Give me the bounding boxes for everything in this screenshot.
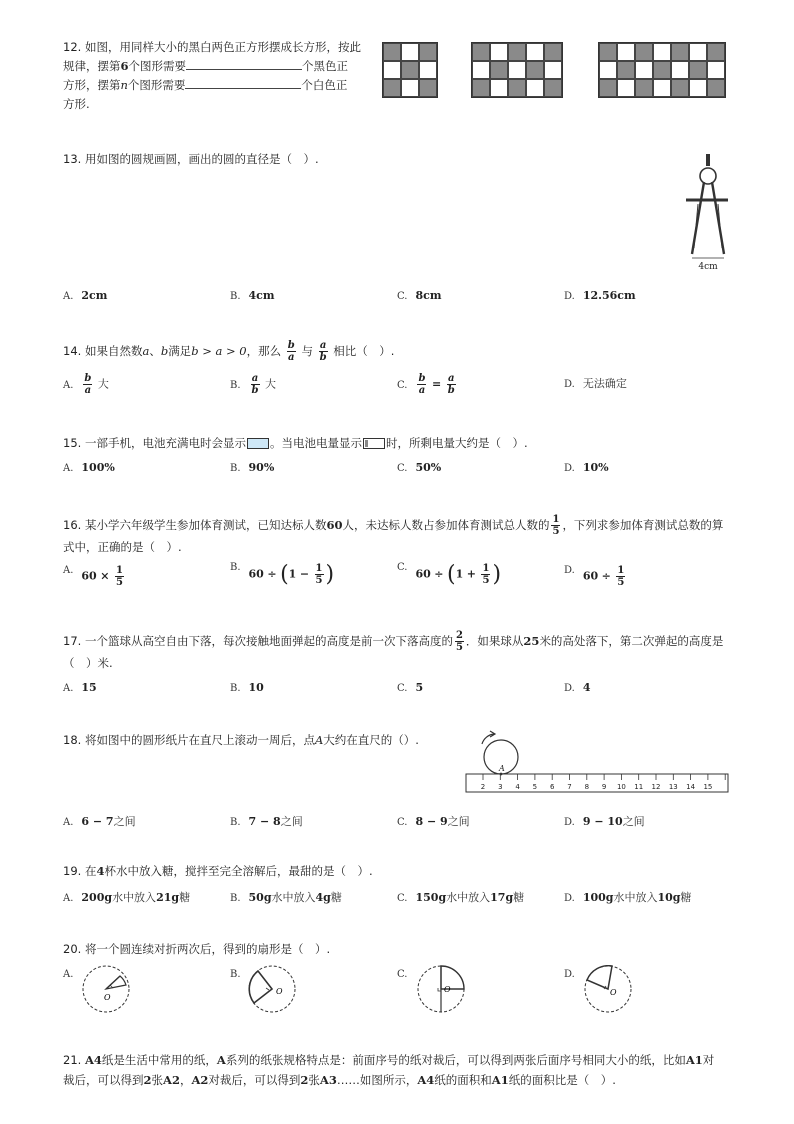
compass-label: 4cm bbox=[698, 262, 718, 272]
q14-b: b bbox=[160, 344, 169, 358]
q18-option-d[interactable] bbox=[564, 813, 645, 829]
q19-d-sugar: 糖 bbox=[680, 891, 692, 904]
q16-c-60: 60 bbox=[415, 567, 431, 581]
q14-c-eq: = bbox=[431, 377, 442, 391]
black-square bbox=[419, 79, 437, 97]
white-square bbox=[671, 61, 689, 79]
q19-d-w: 100g bbox=[582, 891, 614, 904]
question-13 bbox=[63, 150, 743, 169]
q12-line3a: 方形，摆第 bbox=[63, 78, 121, 92]
q15-option-c[interactable] bbox=[397, 461, 441, 474]
sector-figure-a[interactable] bbox=[80, 965, 132, 1015]
q14-with: 与 bbox=[301, 344, 313, 358]
white-square bbox=[544, 61, 562, 79]
q13-b-label: B. bbox=[230, 291, 241, 302]
sector-figure-c[interactable] bbox=[415, 965, 467, 1015]
q21-n2b: 2 bbox=[300, 1073, 309, 1087]
q20-option-d[interactable] bbox=[564, 967, 583, 980]
q14-option-c[interactable] bbox=[397, 373, 458, 396]
q16-option-c[interactable]: C. 60 ÷ (1 + $\frac{1}{5}$ ) bbox=[397, 562, 502, 587]
q15-option-d[interactable] bbox=[564, 461, 609, 474]
q18-a-label: A. bbox=[63, 817, 74, 828]
q16-a-frac: $\frac{1}{5}$ bbox=[115, 565, 123, 588]
q13-option-b[interactable] bbox=[230, 289, 275, 302]
q16-b-minus: − bbox=[299, 567, 310, 581]
q21-p4: 对 bbox=[702, 1053, 715, 1067]
white-square bbox=[689, 43, 707, 61]
q12-line2c: 个黑色正 bbox=[302, 59, 349, 73]
q14-b-label: B. bbox=[230, 379, 241, 391]
white-square bbox=[653, 43, 671, 61]
q14-a-text: 大 bbox=[97, 377, 109, 391]
ruler-tick-label: 11 bbox=[634, 783, 644, 791]
q19-option-b[interactable] bbox=[230, 889, 342, 905]
q16-option-b[interactable]: B. 60 ÷ (1 − $\frac{1}{5}$ ) bbox=[230, 562, 335, 587]
black-square bbox=[544, 79, 562, 97]
q20-b-label: B. bbox=[230, 969, 241, 980]
q18-c-text: 之间 bbox=[447, 815, 470, 828]
q14-option-d[interactable] bbox=[564, 375, 627, 391]
white-square bbox=[508, 61, 526, 79]
q21-p2: 纸是生活中常用的纸， bbox=[101, 1053, 217, 1067]
q18-c-value: 8 − 9 bbox=[415, 815, 448, 828]
q15-d-label: D. bbox=[564, 463, 575, 474]
q16-d-frac: $\frac{1}{5}$ bbox=[617, 565, 625, 588]
q21-n2: 2 bbox=[143, 1073, 152, 1087]
q21-l2d: 对裁后，可以得到 bbox=[208, 1073, 301, 1087]
q17-a-value: 15 bbox=[81, 681, 97, 694]
q18-d-label: D. bbox=[564, 817, 575, 828]
q18-part2: 大约在直尺的（）. bbox=[323, 733, 419, 747]
q12-line2a: 规律，摆第 bbox=[63, 59, 121, 73]
q15-c-label: C. bbox=[397, 463, 408, 474]
q12-nvar: n bbox=[120, 78, 128, 92]
q18-d-value: 9 − 10 bbox=[582, 815, 623, 828]
q15-part3: 时，所剩电量大约是（ ）. bbox=[385, 436, 528, 450]
q12-n6: 6 bbox=[120, 59, 129, 73]
q18-point-a: A bbox=[314, 733, 324, 747]
q15-a-label: A. bbox=[63, 463, 74, 474]
q12-line2b: 个图形需要 bbox=[128, 59, 187, 73]
black-square bbox=[599, 79, 617, 97]
q17-c-label: C. bbox=[397, 683, 408, 694]
sector-figure-d[interactable] bbox=[582, 965, 634, 1015]
q18-option-b[interactable] bbox=[230, 813, 303, 829]
q16-c-label: C. bbox=[397, 562, 408, 573]
black-square bbox=[490, 61, 508, 79]
question-12 bbox=[63, 38, 373, 114]
question-17 bbox=[63, 630, 743, 673]
white-square bbox=[526, 79, 544, 97]
black-square bbox=[617, 61, 635, 79]
q18-a-value: 6 − 7 bbox=[81, 815, 114, 828]
pattern-figure-2 bbox=[471, 42, 563, 98]
q13-a-value: 2cm bbox=[81, 289, 108, 302]
q19-a-s: 21g bbox=[156, 891, 180, 904]
q16-a-60: 60 bbox=[81, 569, 97, 583]
q12-blank-white[interactable] bbox=[185, 77, 301, 89]
white-square bbox=[401, 43, 419, 61]
q17-d-value: 4 bbox=[582, 681, 591, 694]
q14-c-label: C. bbox=[397, 379, 408, 391]
q19-d-label: D. bbox=[564, 893, 575, 904]
ruler-tick-label: 13 bbox=[668, 783, 678, 791]
q16-option-a[interactable] bbox=[63, 565, 126, 588]
q16-b-frac: $\frac{1}{5}$ bbox=[315, 563, 323, 586]
q17-b-label: B. bbox=[230, 683, 241, 694]
q13-d-value: 12.56cm bbox=[582, 289, 636, 302]
q14-mid: 满足 bbox=[168, 344, 192, 358]
black-square bbox=[671, 43, 689, 61]
white-square bbox=[689, 79, 707, 97]
q18-part1: 18. 将如图中的圆形纸片在直尺上滚动一周后，点 bbox=[63, 733, 315, 747]
q14-d-label: D. bbox=[564, 379, 575, 390]
q16-d-60: 60 bbox=[582, 569, 599, 583]
black-square bbox=[419, 43, 437, 61]
q19-c-s: 17g bbox=[490, 891, 514, 904]
q16-b-1: 1 bbox=[288, 567, 297, 581]
question-15 bbox=[63, 434, 743, 453]
q12-blank-black[interactable] bbox=[186, 58, 302, 70]
q20-a-label: A. bbox=[63, 969, 74, 980]
q15-a-value: 100% bbox=[81, 461, 115, 474]
q19-a-water: 水中放入 bbox=[112, 891, 157, 904]
white-square bbox=[599, 61, 617, 79]
pattern-figure-3 bbox=[598, 42, 726, 98]
ruler-tick-label: 10 bbox=[616, 783, 626, 791]
q21-p3: 系列的纸张规格特点是：前面序号的纸对裁后，可以得到两张后面序号相同大小的纸，比如 bbox=[225, 1053, 686, 1067]
black-square bbox=[671, 79, 689, 97]
ruler-tick-label: 5 bbox=[532, 783, 538, 791]
q21-l2g: 纸的面积比是（ ）. bbox=[508, 1073, 616, 1087]
q18-option-a[interactable] bbox=[63, 813, 136, 829]
compass-figure bbox=[680, 152, 732, 274]
q13-c-value: 8cm bbox=[415, 289, 442, 302]
black-square bbox=[472, 43, 490, 61]
q16-num60: 60 bbox=[326, 518, 343, 532]
white-square bbox=[526, 43, 544, 61]
black-square bbox=[653, 61, 671, 79]
q14-option-b[interactable] bbox=[230, 373, 276, 396]
q16-part2: 人，未达标人数占参加体育测试总人数的 bbox=[342, 518, 550, 532]
ruler-tick-label: 14 bbox=[686, 783, 696, 791]
ruler-tick-label: 8 bbox=[584, 783, 590, 791]
q19-b-s: 4g bbox=[315, 891, 331, 904]
black-square bbox=[383, 43, 401, 61]
ruler-tick-label: 12 bbox=[651, 783, 661, 791]
white-square bbox=[707, 61, 725, 79]
white-square bbox=[490, 43, 508, 61]
black-square bbox=[707, 79, 725, 97]
q13-c-label: C. bbox=[397, 291, 408, 302]
q21-l2a: 裁后，可以得到 bbox=[63, 1073, 144, 1087]
white-square bbox=[617, 43, 635, 61]
q19-c-water: 水中放入 bbox=[446, 891, 491, 904]
q16-d-op: ÷ bbox=[601, 569, 611, 583]
q15-d-value: 10% bbox=[582, 461, 609, 474]
q12-line3c: 个白色正 bbox=[301, 78, 348, 92]
white-square bbox=[419, 61, 437, 79]
q19-b-w: 50g bbox=[248, 891, 272, 904]
q21-a2b: A2 bbox=[191, 1073, 209, 1087]
white-square bbox=[401, 79, 419, 97]
q15-c-value: 50% bbox=[415, 461, 442, 474]
q19-d-s: 10g bbox=[657, 891, 681, 904]
q18-b-label: B. bbox=[230, 817, 241, 828]
q14-c-frac2: $\frac{a}{b}$ bbox=[447, 373, 455, 396]
pattern-figure-1 bbox=[382, 42, 438, 98]
question-21 bbox=[63, 1050, 743, 1090]
q16-line2: 式中，正确的是（ ）. bbox=[63, 540, 182, 554]
q14-prefix: 14. 如果自然数 bbox=[63, 344, 143, 358]
q17-c-value: 5 bbox=[415, 681, 424, 694]
ruler-tick-label: 4 bbox=[515, 783, 520, 791]
sector-b-center: O bbox=[276, 987, 283, 996]
q14-mid2: ，那么 bbox=[246, 344, 282, 358]
black-square bbox=[508, 43, 526, 61]
black-square bbox=[526, 61, 544, 79]
ruler-tick-label: 6 bbox=[549, 783, 555, 791]
q13-text: 13. 用如图的圆规画圆，画出的圆的直径是（ ）. bbox=[63, 152, 319, 166]
white-square bbox=[383, 61, 401, 79]
q16-a-label: A. bbox=[63, 565, 74, 576]
q21-a3: A3 bbox=[319, 1073, 337, 1087]
q19-a-label: A. bbox=[63, 893, 74, 904]
q14-frac-a-b: $\frac{a}{b}$ bbox=[319, 340, 327, 363]
ruler-tick-label: 2 bbox=[480, 783, 486, 791]
q15-option-a[interactable] bbox=[63, 461, 115, 474]
q13-d-label: D. bbox=[564, 291, 575, 302]
q14-a: a bbox=[142, 344, 150, 358]
q16-d-label: D. bbox=[564, 565, 575, 576]
q18-d-text: 之间 bbox=[622, 815, 645, 828]
q21-p1: 21. bbox=[63, 1053, 85, 1067]
white-square bbox=[617, 79, 635, 97]
q19-a-sugar: 糖 bbox=[179, 891, 191, 904]
q15-part2: 。当电池电量显示 bbox=[269, 436, 362, 450]
q14-a-frac: $\frac{b}{a}$ bbox=[84, 373, 92, 396]
battery-low-icon bbox=[363, 438, 385, 449]
q12-line4: 方形. bbox=[63, 97, 90, 111]
q19-a-w: 200g bbox=[81, 891, 113, 904]
sector-c-center: O bbox=[444, 985, 451, 994]
q14-b-text: 大 bbox=[265, 377, 277, 391]
q15-b-label: B. bbox=[230, 463, 241, 474]
q17-part3: 米的高处落下，第二次弹起的高度是 bbox=[539, 634, 724, 648]
ruler-tick-label: 9 bbox=[601, 783, 607, 791]
q16-b-label: B. bbox=[230, 562, 241, 573]
q16-b-op: ÷ bbox=[267, 567, 277, 581]
q14-b-frac: $\frac{a}{b}$ bbox=[251, 373, 259, 396]
q21-a2: A2 bbox=[163, 1073, 180, 1087]
q19-b-label: B. bbox=[230, 893, 241, 904]
q20-c-label: C. bbox=[397, 969, 408, 980]
q13-option-d[interactable] bbox=[564, 289, 636, 302]
q16-option-d[interactable] bbox=[564, 565, 627, 588]
q21-a4b: A4 bbox=[417, 1073, 435, 1087]
q13-a-label: A. bbox=[63, 291, 74, 302]
q20-option-a[interactable] bbox=[63, 967, 81, 980]
q21-l2f: 纸的面积和 bbox=[434, 1073, 492, 1087]
white-square bbox=[635, 61, 653, 79]
q19-d-water: 水中放入 bbox=[613, 891, 658, 904]
q12-line3b: 个图形需要 bbox=[127, 78, 186, 92]
q16-part1: 16. 某小学六年级学生参加体育测试，已知达标人数 bbox=[63, 518, 327, 532]
ruler-tick-label: 3 bbox=[498, 783, 503, 791]
q18-option-c[interactable] bbox=[397, 813, 470, 829]
q19-b-sugar: 糖 bbox=[330, 891, 342, 904]
q20-option-c[interactable] bbox=[397, 967, 415, 980]
black-square bbox=[544, 43, 562, 61]
white-square bbox=[653, 79, 671, 97]
q13-option-c[interactable] bbox=[397, 289, 441, 302]
q17-option-c[interactable] bbox=[397, 681, 423, 694]
q20-text: 20. 将一个圆连续对折两次后，得到的扇形是（ ）. bbox=[63, 942, 331, 956]
q17-a-label: A. bbox=[63, 683, 74, 694]
q19-c-w: 150g bbox=[415, 891, 447, 904]
q12-number: 12. bbox=[63, 40, 82, 54]
q17-option-b[interactable] bbox=[230, 681, 264, 694]
q19-b-water: 水中放入 bbox=[271, 891, 316, 904]
q14-a-label: A. bbox=[63, 379, 74, 391]
q16-c-frac: $\frac{1}{5}$ bbox=[482, 563, 490, 586]
q16-c-op: ÷ bbox=[434, 567, 444, 581]
black-square bbox=[635, 43, 653, 61]
q12-line1: 如图，用同样大小的黑白两色正方形摆成长方形，按此 bbox=[84, 40, 361, 54]
q17-d-label: D. bbox=[564, 683, 575, 694]
q16-b-60: 60 bbox=[248, 567, 264, 581]
q14-suffix: 相比（ ）. bbox=[333, 344, 395, 358]
q14-cond: b > a > 0 bbox=[191, 344, 247, 358]
q21-l2b: 张 bbox=[151, 1073, 164, 1087]
q21-l2b2: 张 bbox=[308, 1073, 320, 1087]
sector-d-center: O bbox=[610, 988, 617, 997]
black-square bbox=[689, 61, 707, 79]
q14-c-frac1: $\frac{b}{a}$ bbox=[418, 373, 426, 396]
q17-b-value: 10 bbox=[248, 681, 264, 694]
q13-b-value: 4cm bbox=[248, 289, 275, 302]
q19-c-label: C. bbox=[397, 893, 408, 904]
question-19 bbox=[63, 862, 743, 881]
ruler-tick-label: 7 bbox=[567, 783, 572, 791]
q15-part1: 15. 一部手机，电池充满电时会显示 bbox=[63, 436, 246, 450]
q19-text-b: 杯水中放入糖，搅拌至完全溶解后，最甜的是（ ）. bbox=[104, 864, 373, 878]
q14-frac-b-a: $\frac{b}{a}$ bbox=[287, 340, 295, 363]
q14-option-a[interactable] bbox=[63, 373, 109, 396]
q17-part2: ．如果球从 bbox=[465, 634, 524, 648]
q17-option-d[interactable] bbox=[564, 681, 591, 694]
q17-line2: （ ）米. bbox=[63, 656, 113, 670]
sector-a-center: O bbox=[104, 993, 111, 1002]
q21-a1: A1 bbox=[685, 1053, 703, 1067]
white-square bbox=[472, 61, 490, 79]
q19-option-c[interactable] bbox=[397, 889, 524, 905]
q16-part3: ，下列求参加体育测试总数的算 bbox=[562, 518, 724, 532]
q16-c-plus: + bbox=[466, 567, 476, 581]
q16-c-1: 1 bbox=[455, 567, 464, 581]
black-square bbox=[508, 79, 526, 97]
q19-text-a: 19. 在 bbox=[63, 864, 97, 878]
q14-sep: 、 bbox=[149, 344, 161, 358]
q13-option-a[interactable] bbox=[63, 289, 107, 302]
q18-b-text: 之间 bbox=[280, 815, 303, 828]
q18-c-label: C. bbox=[397, 817, 408, 828]
battery-full-icon bbox=[247, 438, 269, 449]
black-square bbox=[472, 79, 490, 97]
q16-frac: $\frac{1}{5}$ bbox=[552, 514, 560, 537]
q21-l2c: ， bbox=[179, 1073, 192, 1087]
q20-d-label: D. bbox=[564, 969, 575, 980]
q17-frac: $\frac{2}{5}$ bbox=[455, 630, 463, 653]
q17-part1: 17. 一个篮球从高空自由下落，每次接触地面弹起的高度是前一次下落高度的 bbox=[63, 634, 453, 648]
ruler-tick-label: 15 bbox=[703, 783, 713, 791]
q18-b-value: 7 − 8 bbox=[248, 815, 281, 828]
q16-a-op: × bbox=[100, 569, 110, 583]
q19-c-sugar: 糖 bbox=[513, 891, 525, 904]
ruler-point-a-label: A bbox=[499, 764, 505, 773]
black-square bbox=[707, 43, 725, 61]
q21-l2e: ……如图所示， bbox=[336, 1073, 418, 1087]
black-square bbox=[599, 43, 617, 61]
black-square bbox=[635, 79, 653, 97]
black-square bbox=[383, 79, 401, 97]
q19-option-d[interactable] bbox=[564, 889, 692, 905]
q18-a-text: 之间 bbox=[113, 815, 136, 828]
q15-b-value: 90% bbox=[248, 461, 275, 474]
q19-n4: 4 bbox=[96, 864, 105, 878]
q17-h: 25 bbox=[523, 634, 540, 648]
ruler-figure bbox=[462, 728, 734, 796]
q19-option-a[interactable] bbox=[63, 889, 190, 905]
q17-option-a[interactable] bbox=[63, 681, 97, 694]
question-14 bbox=[63, 340, 743, 363]
q21-a: A bbox=[216, 1053, 226, 1067]
black-square bbox=[401, 61, 419, 79]
question-16 bbox=[63, 514, 743, 557]
q15-option-b[interactable] bbox=[230, 461, 274, 474]
q14-d-text: 无法确定 bbox=[582, 377, 627, 390]
q21-a4: A4 bbox=[84, 1053, 102, 1067]
q21-a1b: A1 bbox=[491, 1073, 509, 1087]
question-20 bbox=[63, 940, 743, 959]
sector-figure-b[interactable] bbox=[246, 965, 298, 1015]
white-square bbox=[490, 79, 508, 97]
